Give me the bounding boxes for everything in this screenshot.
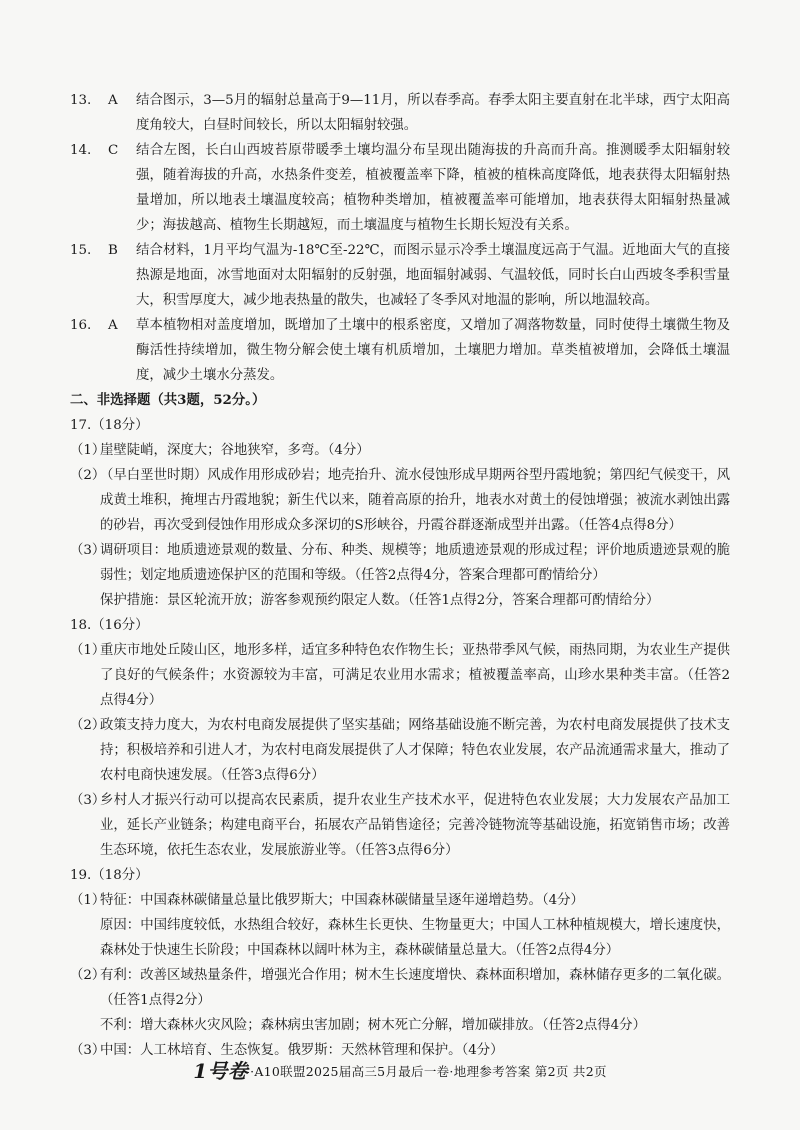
section-title: 二、非选择题（共3题，52分。） — [70, 392, 266, 408]
part-text: 乡村人才振兴行动可以提高农民素质，提升农业生产技术水平，促进特色农业发展；大力发展农产品加工业，延长产业链条；构建电商平台，拓展农产品销售途径；完善冷链物流等基础设施，拓宽销售市场；改善生态环境，依托生态农业，发展旅游业等。（任答3点得6分） — [100, 793, 730, 858]
q19-part-2 — [70, 963, 730, 1013]
q19-part-2-continued: 不利：增大森林火灾风险；森林病虫害加剧；树木死亡分解，增加碳排放。（任答2点得4分） — [100, 1018, 646, 1033]
answer-item-15 — [70, 238, 730, 313]
q18-part-2 — [70, 713, 730, 788]
part-text: 调研项目：地质遗迹景观的数量、分布、种类、规模等；地质遗迹景观的形成过程；评价地质遗迹景观的脆弱性；划定地质遗迹保护区的范围和等级。（任答2点得4分，答案合理都可酌情给分） — [100, 543, 730, 583]
part-text: 重庆市地处丘陵山区，地形多样，适宜多种特色农作物生长；亚热带季风气候，雨热同期，为农业生产提供了良好的气候条件；水资源较为丰富，可满足农业用水需求；植被覆盖率高，山珍水果种类丰富。（任答2点得4分） — [100, 643, 730, 708]
q17-part-3-continued: 保护措施：景区轮流开放；游客参观预约限定人数。（任答1点得2分，答案合理都可酌情给分） — [100, 593, 660, 608]
item-number: 16. — [70, 318, 92, 333]
part-label: （3） — [70, 1043, 106, 1058]
item-explanation: 草本植物相对盖度增加，既增加了土壤中的根系密度，又增加了凋落物数量，同时使得土壤微生物及酶活性持续增加，微生物分解会使土壤有机质增加，土壤肥力增加。草类植被增加，会降低土壤温度，减少土壤水分蒸发。 — [136, 318, 730, 383]
q18-part-1 — [70, 638, 730, 713]
page-footer — [0, 1055, 800, 1084]
part-text: 特征：中国森林碳储量总量比俄罗斯大；中国森林碳储量呈逐年递增趋势。（4分） — [100, 893, 584, 908]
part-label: （1） — [70, 443, 106, 458]
q17-part-2 — [70, 463, 730, 538]
answer-item-14 — [70, 138, 730, 238]
item-explanation: 结合材料，1月平均气温为-18℃至-22℃，而图示显示冷季土壤温度远高于气温。近地面大气的直接热源是地面，冰雪地面对太阳辐射的反射强，地面辐射减弱、气温较低，同时长白山西坡冬季积雪量大，积雪厚度大，减少地表热量的散失，也减轻了冬季风对地温的影响，所以地温较高。 — [136, 243, 730, 308]
answer-item-13 — [70, 88, 730, 138]
question-18-head: 18.（16分） — [70, 618, 149, 633]
part-text: 政策支持力度大，为农村电商发展提供了坚实基础；网络基础设施不断完善，为农村电商发展提供了技术支持；积极培养和引进人才，为农村电商发展提供了人才保障；特色农业发展，农产品流通需求量大，推动了农村电商快速发展。（任答3点得6分） — [100, 718, 730, 783]
question-17-head: 17.（18分） — [70, 418, 149, 433]
item-answer: B — [108, 243, 118, 258]
item-answer: A — [108, 93, 118, 108]
item-answer: A — [108, 318, 118, 333]
q19-part-1 — [70, 888, 730, 913]
q19-part-1-continued: 原因：中国纬度较低，水热组合较好，森林生长更快、生物量更大；中国人工林种植规模大，增长速度快，森林处于快速生长阶段；中国森林以阔叶林为主，森林碳储量总量大。（任答2点得4分） — [100, 918, 730, 958]
part-label: （2） — [70, 968, 106, 983]
part-text: 有利：改善区域热量条件，增强光合作用；树木生长速度增快、森林面积增加，森林储存更多的二氧化碳。（任答1点得2分） — [100, 968, 730, 1008]
item-explanation: 结合左图，长白山西坡苔原带暖季土壤均温分布呈现出随海拔的升高而升高。推测暖季太阳辐射较强，随着海拔的升高，水热条件变差，植被覆盖率下降，植被的植株高度降低，地表获得太阳辐射热量增加，所以地表土壤温度较高；植物种类增加，植被覆盖率可能增加，地表获得太阳辐射热量减少；海拔越高、植物生长期越短，而土壤温度与植物生长期长短没有关系。 — [136, 143, 730, 233]
part-text: 中国：人工林培育、生态恢复。俄罗斯：天然林管理和保护。（4分） — [100, 1043, 504, 1058]
footer-text: ·A10联盟2025届高三5月最后一卷·地理参考答案 第2页 共2页 — [250, 1064, 607, 1079]
part-label: （1） — [70, 893, 106, 908]
answer-content — [70, 88, 730, 1063]
q18-part-3 — [70, 788, 730, 863]
publisher-logo: 1号卷 — [193, 1059, 249, 1083]
item-answer: C — [108, 143, 119, 158]
part-label: （2） — [70, 468, 106, 483]
part-label: （2） — [70, 718, 106, 733]
part-label: （1） — [70, 643, 106, 658]
part-text: （早白垩世时期）风成作用形成砂岩；地壳抬升、流水侵蚀形成早期两谷型丹霞地貌；第四纪气候变干，风成黄土堆积，掩埋古丹霞地貌；新生代以来，随着高原的抬升，地表水对黄土的侵蚀增强；被流水剥蚀出露的砂岩，再次受到侵蚀作用形成众多深切的S形峡谷，丹霞谷群逐渐成型并出露。（任答4点得8分） — [100, 468, 730, 533]
item-number: 14. — [70, 143, 92, 158]
part-text: 崖壁陡峭，深度大；谷地狭窄，多弯。（4分） — [100, 443, 370, 458]
part-label: （3） — [70, 793, 106, 808]
q17-part-3 — [70, 538, 730, 588]
question-19-head: 19.（18分） — [70, 868, 149, 883]
q17-part-1 — [70, 438, 730, 463]
answer-item-16 — [70, 313, 730, 388]
item-number: 13. — [70, 93, 92, 108]
part-label: （3） — [70, 543, 106, 558]
item-explanation: 结合图示，3—5月的辐射总量高于9—11月，所以春季高。春季太阳主要直射在北半球，西宁太阳高度角较大，白昼时间较长，所以太阳辐射较强。 — [136, 93, 730, 133]
item-number: 15. — [70, 243, 92, 258]
